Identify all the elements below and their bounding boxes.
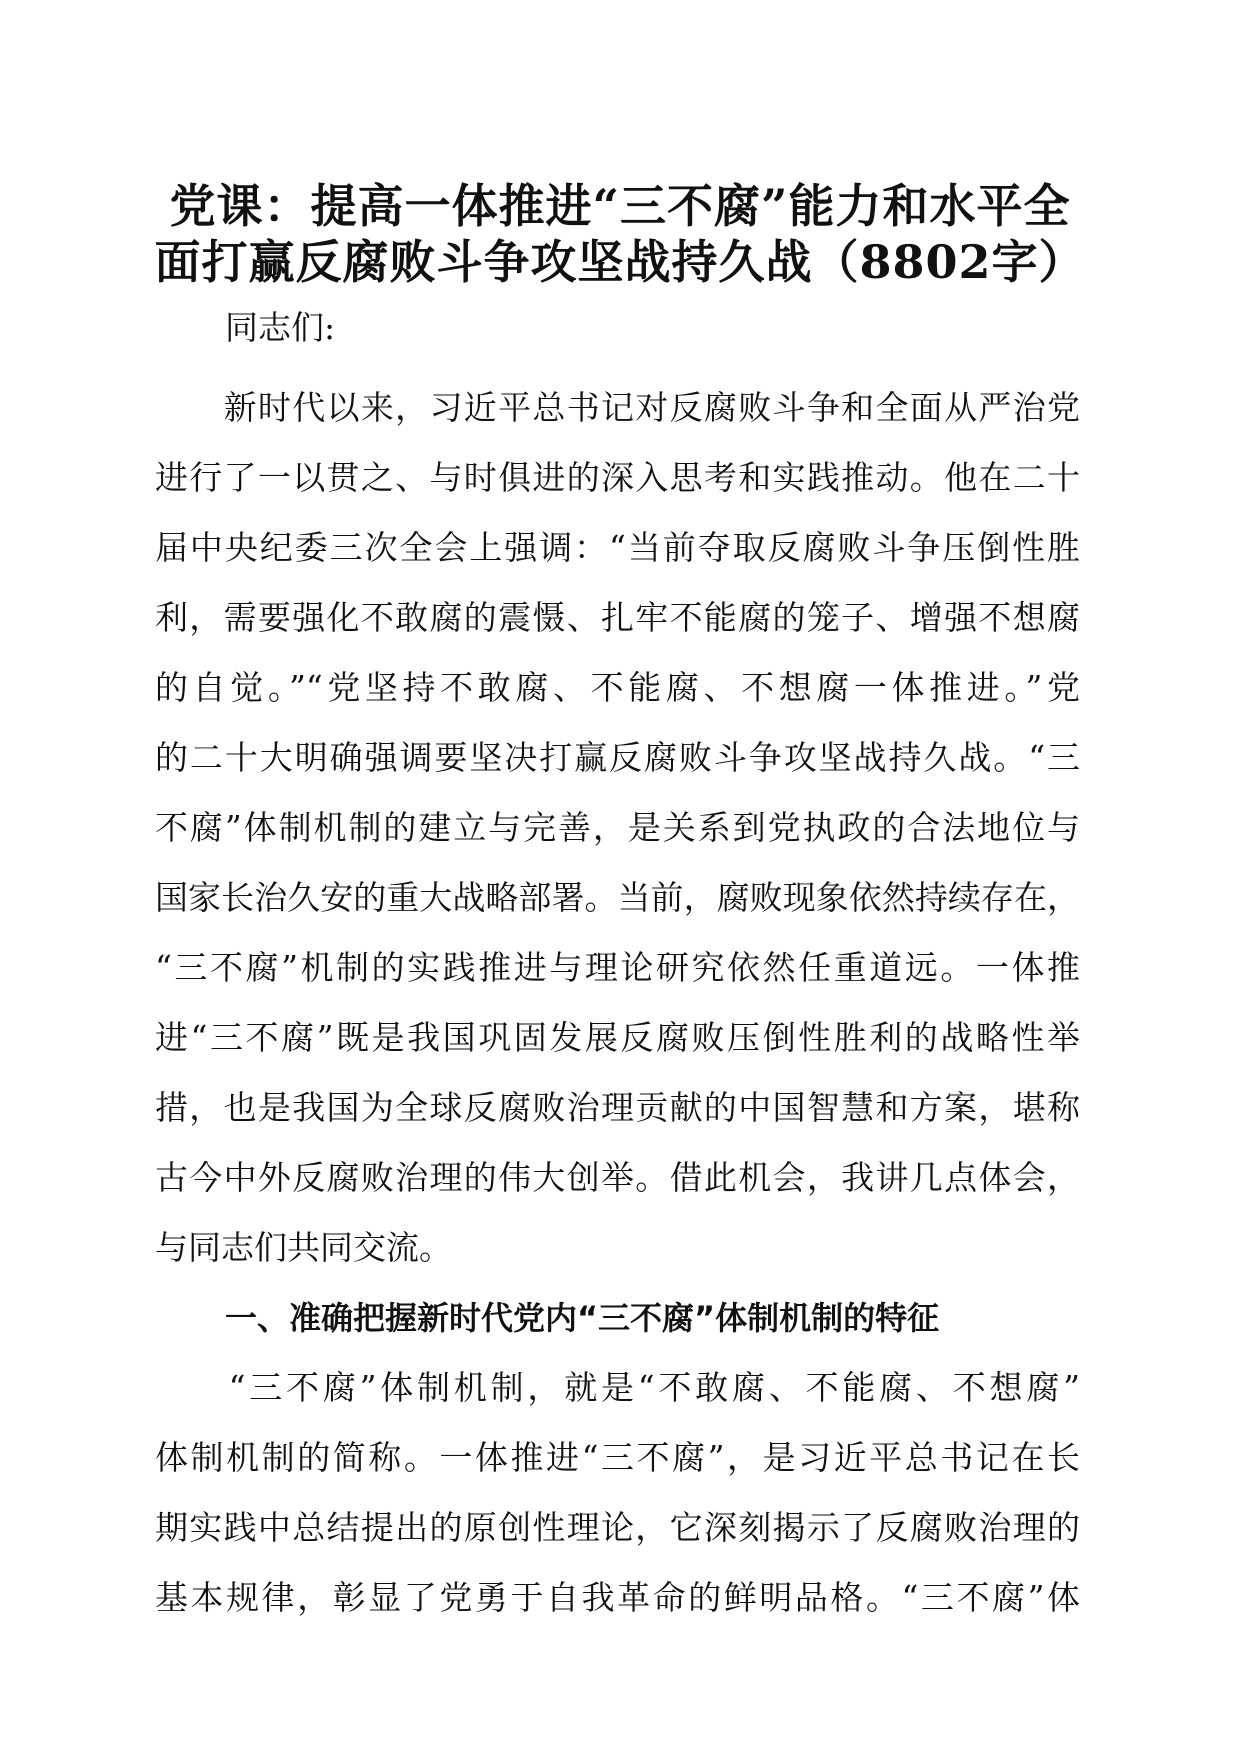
paragraph-line: 的二十大明确强调要坚决打赢反腐败斗争攻坚战持久战。“三 bbox=[155, 738, 1080, 777]
paragraph-line: 利，需要强化不敢腐的震慑、扎牢不能腐的笼子、增强不想腐 bbox=[155, 598, 1080, 637]
paragraph-line: 基本规律，彰显了党勇于自我革命的鲜明品格。“三不腐”体 bbox=[155, 1578, 1080, 1617]
title-line-1: 党课：提高一体推进“三不腐”能力和水平全 bbox=[169, 179, 1071, 233]
paragraph-line: “三不腐”体制机制，就是“不敢腐、不能腐、不想腐” bbox=[155, 1368, 1080, 1407]
paragraph-line: 新时代以来，习近平总书记对反腐败斗争和全面从严治党 bbox=[155, 388, 1080, 427]
paragraph-line: “三不腐”机制的实践推进与理论研究依然任重道远。一体推 bbox=[155, 948, 1080, 987]
paragraph-line: 进行了一以贯之、与时俱进的深入思考和实践推动。他在二十 bbox=[155, 458, 1080, 497]
section-heading: 一、准确把握新时代党内“三不腐”体制机制的特征 bbox=[225, 1299, 940, 1337]
paragraph-line: 古今中外反腐败治理的伟大创举。借此机会，我讲几点体会， bbox=[155, 1158, 1080, 1197]
paragraph-line: 与同志们共同交流。 bbox=[155, 1228, 452, 1267]
paragraph-line: 的自觉。”“党坚持不敢腐、不能腐、不想腐一体推进。”党 bbox=[155, 668, 1080, 707]
title-line-2: 面打赢反腐败斗争攻坚战持久战（8802字） bbox=[154, 235, 1086, 289]
paragraph-line: 国家长治久安的重大战略部署。当前，腐败现象依然持续存在， bbox=[155, 878, 1080, 917]
paragraph-line: 措，也是我国为全球反腐败治理贡献的中国智慧和方案，堪称 bbox=[155, 1088, 1080, 1127]
document-title bbox=[140, 178, 1100, 290]
paragraph-line: 届中央纪委三次全会上强调：“当前夺取反腐败斗争压倒性胜 bbox=[155, 528, 1080, 567]
paragraph-line: 进“三不腐”既是我国巩固发展反腐败压倒性胜利的战略性举 bbox=[155, 1018, 1080, 1057]
paragraph-line: 期实践中总结提出的原创性理论，它深刻揭示了反腐败治理的 bbox=[155, 1508, 1080, 1547]
paragraph-line: 不腐”体制机制的建立与完善，是关系到党执政的合法地位与 bbox=[155, 808, 1080, 847]
paragraph-line: 体制机制的简称。一体推进“三不腐”，是习近平总书记在长 bbox=[155, 1438, 1080, 1477]
greeting: 同志们: bbox=[225, 308, 336, 347]
